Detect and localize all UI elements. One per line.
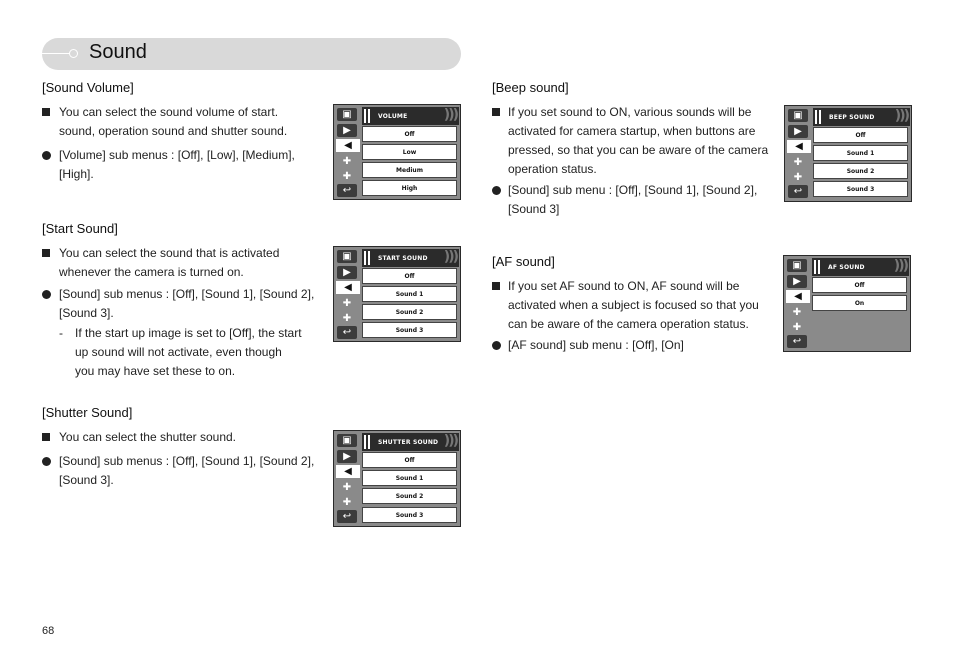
page-number: 68: [42, 625, 55, 637]
list-item: [Volume] sub menus : [Off], [Low], [Medium], [High].: [42, 146, 302, 184]
back-icon: ↩: [337, 326, 357, 339]
signal-arc-icon: ))): [443, 107, 457, 123]
menu-title: AF SOUND ))): [812, 258, 909, 276]
square-bullet: [492, 282, 500, 290]
menu-option[interactable]: Sound 3: [362, 322, 457, 338]
header-bars: [364, 435, 370, 449]
speaker-icon: ◀: [336, 139, 360, 152]
af-sound-menu-screen: [783, 255, 911, 352]
menu-option[interactable]: High: [362, 180, 457, 196]
list-item: [Sound] sub menus : [Off], [Sound 1], [Sound 2], [Sound 3].: [42, 452, 317, 490]
title-line: [42, 53, 72, 54]
list-item: You can select the shutter sound.: [42, 428, 302, 447]
dot-bullet: [492, 186, 501, 195]
header-bars: [364, 251, 370, 265]
list-item: - If the start up image is set to [Off], the start up sound will not activate, even though you may have set these to on.: [59, 326, 302, 378]
wrench-1-icon: ✚: [792, 306, 802, 318]
dot-bullet: [42, 290, 51, 299]
list-item: If you set AF sound to ON, AF sound will be activated when a subject is focused so that you can be aware of the camera operation status.: [492, 277, 772, 334]
list-item: You can select the sound volume of start. sound, operation sound and shutter sound.: [42, 103, 302, 141]
wrench-2-icon: ✚: [793, 171, 803, 183]
dot-bullet: [492, 341, 501, 350]
camera-icon: ▣: [337, 108, 357, 121]
menu-option[interactable]: Sound 2: [362, 304, 457, 320]
menu-option[interactable]: Off: [362, 268, 457, 284]
play-icon: ▶: [337, 124, 357, 137]
shutter-sound-menu-screen: [333, 430, 461, 527]
beep-sound-menu-screen: [784, 105, 912, 202]
signal-arc-icon: ))): [894, 108, 908, 124]
camera-icon: ▣: [787, 259, 807, 272]
header-bars: [364, 109, 370, 123]
camera-icon: ▣: [788, 109, 808, 122]
camera-icon: ▣: [337, 434, 357, 447]
square-bullet: [42, 433, 50, 441]
speaker-icon: ◀: [787, 140, 811, 153]
list-item: You can select the sound that is activated whenever the camera is turned on.: [42, 244, 302, 282]
speaker-icon: ◀: [336, 281, 360, 294]
back-icon: ↩: [337, 510, 357, 523]
square-bullet: [492, 108, 500, 116]
play-icon: ▶: [337, 266, 357, 279]
camera-icon: ▣: [337, 250, 357, 263]
wrench-1-icon: ✚: [342, 155, 352, 167]
menu-option[interactable]: Off: [813, 127, 908, 143]
play-icon: ▶: [337, 450, 357, 463]
page-title: Sound: [89, 41, 147, 63]
section-heading-beep: [Beep sound]: [492, 80, 569, 95]
title-dot: [69, 49, 78, 58]
wrench-1-icon: ✚: [342, 297, 352, 309]
menu-option[interactable]: Sound 3: [362, 507, 457, 523]
section-heading-shutter: [Shutter Sound]: [42, 405, 133, 420]
menu-title: BEEP SOUND ))): [813, 108, 910, 126]
menu-option[interactable]: Sound 3: [813, 181, 908, 197]
speaker-icon: ◀: [336, 465, 360, 478]
menu-option[interactable]: Off: [362, 452, 457, 468]
menu-option[interactable]: Off: [362, 126, 457, 142]
back-icon: ↩: [787, 335, 807, 348]
wrench-2-icon: ✚: [342, 170, 352, 182]
play-icon: ▶: [788, 125, 808, 138]
signal-arc-icon: ))): [443, 249, 457, 265]
list-item: [Sound] sub menu : [Off], [Sound 1], [Sound 2], [Sound 3]: [492, 181, 772, 219]
menu-title: START SOUND ))): [362, 249, 459, 267]
list-item: [Sound] sub menus : [Off], [Sound 1], [Sound 2], [Sound 3].: [42, 285, 317, 323]
wrench-2-icon: ✚: [342, 312, 352, 324]
header-bars: [815, 110, 821, 124]
wrench-2-icon: ✚: [792, 321, 802, 333]
back-icon: ↩: [788, 185, 808, 198]
wrench-1-icon: ✚: [793, 156, 803, 168]
volume-menu-screen: [333, 104, 461, 200]
menu-title: SHUTTER SOUND ))): [362, 433, 459, 451]
menu-option[interactable]: Medium: [362, 162, 457, 178]
menu-option[interactable]: Sound 1: [362, 286, 457, 302]
menu-option[interactable]: Sound 1: [813, 145, 908, 161]
section-heading-start: [Start Sound]: [42, 221, 118, 236]
menu-option[interactable]: Low: [362, 144, 457, 160]
menu-option[interactable]: Sound 1: [362, 470, 457, 486]
wrench-1-icon: ✚: [342, 481, 352, 493]
list-item: If you set sound to ON, various sounds will be activated for camera startup, when buttons are pressed, so that you can be aware of the camera operation status.: [492, 103, 772, 179]
speaker-icon: ◀: [786, 290, 810, 303]
dot-bullet: [42, 457, 51, 466]
start-sound-menu-screen: [333, 246, 461, 342]
menu-option[interactable]: Sound 2: [813, 163, 908, 179]
dash-bullet: -: [59, 326, 63, 340]
menu-option[interactable]: On: [812, 295, 907, 311]
menu-title: VOLUME ))): [362, 107, 459, 125]
menu-option[interactable]: Sound 2: [362, 488, 457, 504]
square-bullet: [42, 249, 50, 257]
dot-bullet: [42, 151, 51, 160]
menu-option[interactable]: Off: [812, 277, 907, 293]
signal-arc-icon: ))): [893, 258, 907, 274]
section-heading-af: [AF sound]: [492, 254, 555, 269]
page-title-bar: [42, 38, 461, 70]
signal-arc-icon: ))): [443, 433, 457, 449]
square-bullet: [42, 108, 50, 116]
section-heading-volume: [Sound Volume]: [42, 80, 134, 95]
play-icon: ▶: [787, 275, 807, 288]
wrench-2-icon: ✚: [342, 496, 352, 508]
header-bars: [814, 260, 820, 274]
list-item: [AF sound] sub menu : [Off], [On]: [492, 336, 772, 355]
back-icon: ↩: [337, 184, 357, 197]
